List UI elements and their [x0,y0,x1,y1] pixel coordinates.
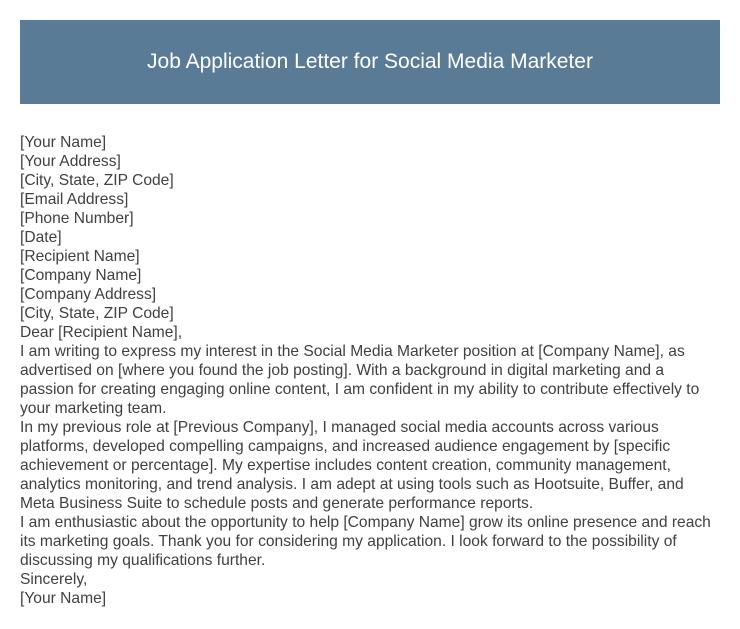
sender-address: [Your Address] [20,153,121,170]
title-banner [20,20,720,104]
recipient-company-address: [Company Address] [20,286,157,303]
salutation: Dear [Recipient Name], [20,324,183,341]
signature: [Your Name] [20,590,107,607]
sender-name: [Your Name] [20,134,107,151]
recipient-city-state-zip: [City, State, ZIP Code] [20,305,174,322]
recipient-company: [Company Name] [20,267,142,284]
sender-email: [Email Address] [20,191,129,208]
recipient-name: [Recipient Name] [20,248,140,265]
letter-body [20,133,720,608]
body-paragraph-1: I am writing to express my interest in the Social Media Marketer position at [Company Name], as advertised on [where you found the job posting]. With a background in digital marketing and a passion for creating engaging online content, I am confident in my ability to contribute effectively to your marketing team. [20,343,700,417]
closing: Sincerely, [20,571,88,588]
letter-date: [Date] [20,229,62,246]
sender-phone: [Phone Number] [20,210,134,227]
body-paragraph-3: I am enthusiastic about the opportunity to help [Company Name] grow its online presence and reach its marketing goals. Thank you for considering my application. I look forward to the possibility of discussing my qualifications further. [20,514,711,569]
page-title: Job Application Letter for Social Media Marketer [147,50,593,73]
sender-city-state-zip: [City, State, ZIP Code] [20,172,174,189]
body-paragraph-2: In my previous role at [Previous Company], I managed social media accounts across various platforms, developed compelling campaigns, and increased audience engagement by [specific achievement or percentage]. My expertise includes content creation, community management, analytics monitoring, and trend analysis. I am adept at using tools such as Hootsuite, Buffer, and Meta Business Suite to schedule posts and generate performance reports. [20,419,684,512]
